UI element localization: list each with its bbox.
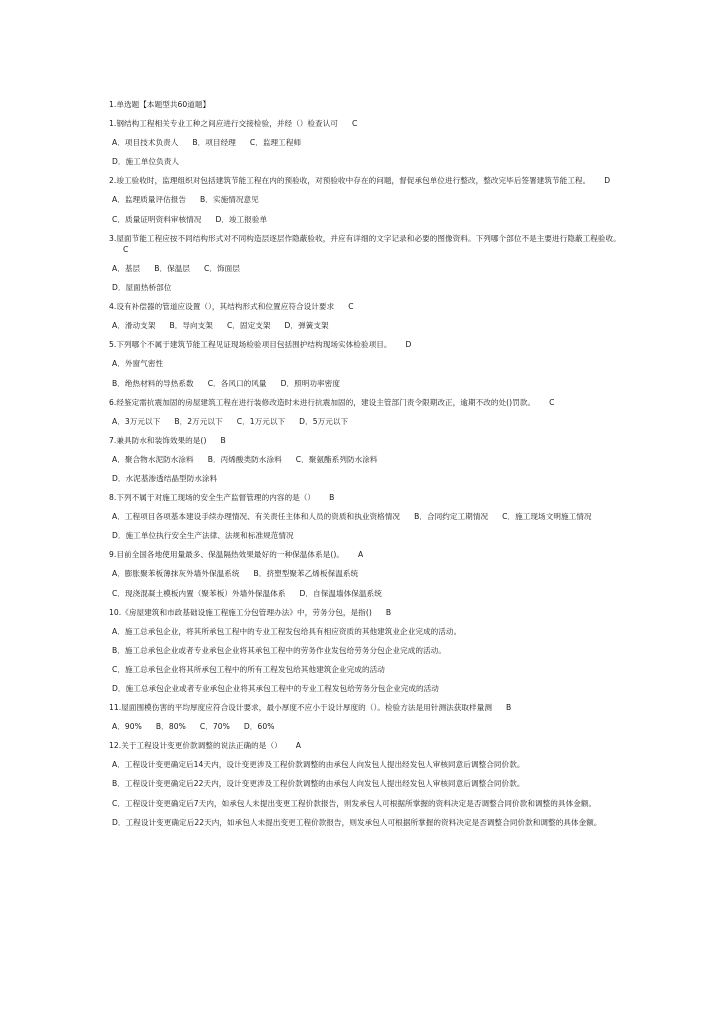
option-text: C．监理工程师 — [249, 138, 302, 148]
option-row — [109, 568, 621, 579]
question-text: 5.下列哪个不属于建筑节能工程见证现场检验项目包括围护结构现场实体检验项目。 — [109, 340, 392, 350]
answer-key: B — [220, 435, 226, 445]
answer-key: C — [549, 397, 555, 407]
answer-key: B — [385, 607, 392, 617]
option-text: D．5万元以下 — [299, 416, 349, 426]
option-text: D．工程设计变更确定后22天内，如承包人未提出变更工程价款报告，则发承包人可根据所掌握的资料决定是否调整合同价款和调整的具体金额。 — [112, 817, 602, 827]
option-row — [109, 645, 621, 656]
question-text: 3.屋面节能工程应按不同结构形式对不同构造层逐层作隐蔽验收，并应有详细的文字记录和必要的图像资料。下列哪个部位不是主要进行隐蔽工程验收。 — [109, 233, 621, 243]
option-row — [109, 626, 621, 637]
option-text: D．施工总承包企业或者专业承包企业将其承包工程中的专业工程发包给劳务分包企业完成的活动 — [112, 684, 439, 694]
option-text: B．工程设计变更确定后22天内，设计变更涉及工程价款调整的由承包人向发包人提出经发包人审核同意后调整合同价款。 — [112, 779, 525, 789]
question-stem — [109, 702, 621, 713]
option-text: B．施工总承包企业或者专业承包企业将其承包工程中的劳务作业发包给劳务分包企业完成的活动。 — [112, 645, 446, 655]
option-text: C．质量证明资料审核情况 — [112, 214, 202, 224]
question-text: 7.兼具防水和装饰效果的是() — [109, 435, 207, 445]
answer-key: B — [329, 493, 335, 503]
question-text: 6.经鉴定需抗震加固的房屋建筑工程在进行装修改造时未进行抗震加固的，建设主管部门责令限期改正，逾期不改的处()罚款。 — [109, 397, 536, 407]
question-text: 1.钢结构工程相关专业工种之间应进行交接检验，并经（）检查认可 — [109, 119, 339, 129]
question-stem — [109, 607, 621, 618]
option-text: A．基层 — [112, 263, 141, 273]
option-text: A．膨胀聚苯板薄抹灰外墙外保温系统 — [112, 569, 240, 579]
option-text: B．2万元以下 — [174, 416, 223, 426]
question-text: 8.下列不属于对施工现场的安全生产监督管理的内容的是（） — [109, 493, 316, 503]
option-text: B．丙烯酸类防水涂料 — [207, 454, 282, 464]
option-row — [109, 473, 621, 484]
answer-key: C — [123, 244, 129, 254]
option-text: B．合同约定工期情况 — [414, 512, 489, 522]
question-text: 2.竣工验收时，监理组织对包括建筑节能工程在内的预验收，对预验收中存在的问题，督促承包单位进行整改，整改完毕后签署建筑节能工程。 — [109, 176, 591, 186]
question-text: 9.目前全国各地使用量最多、保温隔热效果最好的一种保温体系是()。 — [109, 550, 345, 560]
option-row — [109, 282, 621, 293]
question-stem — [109, 175, 621, 186]
option-text: B．绝热材料的导热系数 — [112, 378, 194, 388]
question-stem — [109, 301, 621, 312]
answer-key: C — [348, 302, 354, 312]
option-text: A．工程设计变更确定后14天内，设计变更涉及工程价款调整的由承包人向发包人提出经发包人审核同意后调整合同价款。 — [112, 760, 525, 770]
option-row — [109, 778, 621, 789]
option-text: C．施工总承包企业将其所承包工程中的所有工程发包给其他建筑企业完成的活动 — [112, 664, 385, 674]
option-text: A．施工总承包企业，将其所承包工程中的专业工程发包给具有相应资质的其他建筑业企业完成的活动。 — [112, 626, 462, 636]
option-text: B．80% — [155, 722, 186, 732]
option-text: C．各风口的风量 — [207, 378, 267, 388]
option-text: A．90% — [112, 722, 142, 732]
option-row — [109, 137, 621, 148]
question-stem — [109, 549, 621, 560]
option-text: D．自保温墙体保温系统 — [299, 588, 382, 598]
option-text: C．工程设计变更确定后7天内，如承包人未提出变更工程价款报告，则发承包人可根据所掌握的资料决定是否调整合同价款和调整的具体金额。 — [112, 798, 597, 808]
answer-key: C — [352, 119, 358, 129]
option-text: D．照明功率密度 — [280, 378, 340, 388]
option-text: B．导向支架 — [169, 321, 213, 331]
option-text: D．屋面热桥部位 — [112, 283, 172, 293]
option-text: D．弹簧支架 — [284, 321, 329, 331]
question-stem — [109, 118, 621, 129]
question-text: 11.屋面围模伤害的平均厚度应符合设计要求，最小厚度不应小于设计厚度的（）。检验方法是用针测法获取样量测 — [109, 703, 492, 713]
option-row — [109, 759, 621, 770]
answer-key: B — [505, 703, 512, 713]
question-list — [109, 99, 621, 836]
option-text: B．实施情况意见 — [200, 195, 259, 205]
option-row — [109, 511, 621, 522]
question-text: 10.《房屋建筑和市政基础设施工程施工分包管理办法》中，劳务分包，是指() — [109, 607, 372, 617]
option-row — [109, 214, 621, 225]
option-text: D．施工单位执行安全生产法律、法规和标准规范情况 — [112, 531, 294, 541]
option-row — [109, 194, 621, 205]
option-text: D．60% — [243, 722, 275, 732]
option-row — [109, 798, 621, 809]
option-text: C．现浇混凝土模板内置（聚苯板）外墙外保温体系 — [112, 588, 286, 598]
option-text: C．70% — [199, 722, 230, 732]
option-row — [109, 378, 621, 389]
option-text: C．聚氨酯系列防水涂料 — [295, 454, 378, 464]
answer-key: D — [405, 340, 412, 350]
option-row — [109, 416, 621, 427]
question-stem — [109, 397, 621, 408]
section-title: 1.单选题【本题型共60道题】 — [109, 100, 211, 109]
option-text: D．施工单位负责人 — [112, 157, 180, 167]
question-stem — [109, 233, 621, 255]
option-row — [109, 156, 621, 167]
option-row — [109, 454, 621, 465]
option-row — [109, 530, 621, 541]
option-text: D．水泥基渗透结晶型防水涂料 — [112, 473, 218, 483]
question-stem — [109, 339, 621, 350]
question-text: 4.设有补偿器的管道应设置（），其结构形式和位置应符合设计要求 — [109, 302, 335, 312]
option-text: B．保温层 — [154, 263, 191, 273]
question-text: 12.关于工程设计变更价款调整的说法正确的是（） — [109, 741, 282, 751]
option-row — [109, 683, 621, 694]
option-row — [109, 320, 621, 331]
option-text: C．饰面层 — [204, 263, 240, 273]
option-text: A．聚合物水泥防水涂料 — [112, 454, 194, 464]
option-text: A．滑动支架 — [112, 321, 156, 331]
option-text: C．1万元以下 — [236, 416, 286, 426]
option-row — [109, 664, 621, 675]
option-row — [109, 588, 621, 599]
option-text: A．项目技术负责人 — [112, 138, 179, 148]
option-text: D．竣工报验单 — [215, 214, 268, 224]
option-text: A．3万元以下 — [112, 416, 161, 426]
option-row — [109, 263, 621, 274]
option-text: B．挤塑型聚苯乙烯板保温系统 — [253, 569, 359, 579]
option-text: A．监理质量评估报告 — [112, 195, 187, 205]
option-row — [109, 358, 621, 369]
answer-key: A — [295, 741, 301, 751]
question-stem — [109, 435, 621, 446]
option-text: B．项目经理 — [192, 138, 236, 148]
option-text: C．施工现场文明施工情况 — [502, 512, 592, 522]
option-row — [109, 817, 621, 828]
option-text: A．工程项目各项基本建设手续办理情况、有关责任主体和人员的资质和执业资格情况 — [112, 512, 401, 522]
option-text: A．外窗气密性 — [112, 359, 164, 369]
question-stem — [109, 492, 621, 503]
option-row — [109, 721, 621, 732]
option-text: C．固定支架 — [226, 321, 271, 331]
answer-key: D — [604, 176, 611, 186]
answer-key: A — [358, 550, 364, 560]
question-stem — [109, 740, 621, 751]
